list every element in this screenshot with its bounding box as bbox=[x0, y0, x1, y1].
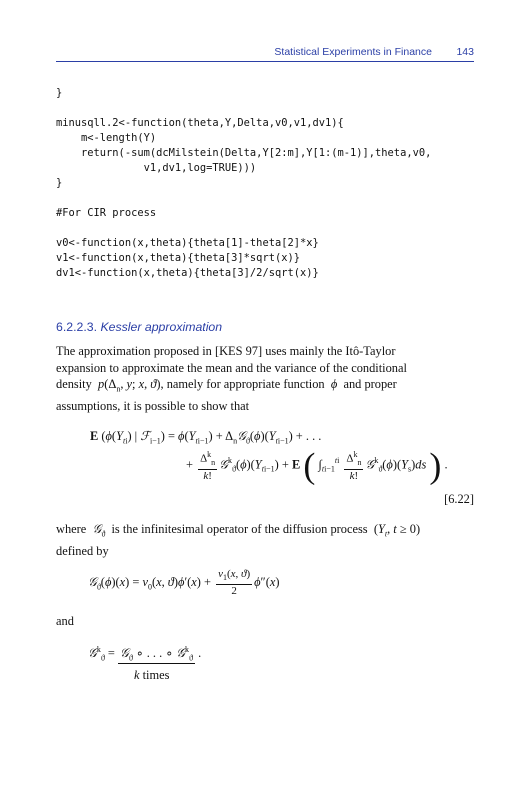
where-line-1: where 𝒢$_ϑ$ is the infinitesimal operator of the diffusion process ($Y_t$, t ≥ 0) bbox=[56, 522, 421, 539]
section-title: Kessler approximation bbox=[100, 320, 223, 334]
operator-power-equation: 𝒢$^k_ϑ$ = 𝒢$_ϑ$ ∘ . . . ∘ 𝒢$^k_ϑ$ . bbox=[88, 645, 202, 663]
where-description: is the infinitesimal operator of the diffusion process bbox=[111, 522, 368, 536]
where-word: where bbox=[56, 522, 87, 536]
equation-number: [6.22] bbox=[444, 492, 474, 506]
expansion-equation-line-2: + $\frac{\Delta^k_n}{k!}$ $𝒢^k_ϑ(\phi)(Y_{ti-1}) + E$ ( $\int_{ti-1}^{ti}$ $\frac{\Delta^k_n}{k!}$ $𝒢^k_ϑ(\phi)(Y_s)ds$ ) . bbox=[186, 445, 448, 486]
section-number: 6.2.2.3. bbox=[56, 320, 98, 334]
running-title: Statistical Experiments in Finance bbox=[274, 46, 432, 58]
and-line bbox=[56, 613, 474, 630]
page-number: 143 bbox=[456, 46, 474, 58]
r-code-listing: } minusqll.2<-function(theta,Y,Delta,v0,v1,dv1){ m<-length(Y) return(-sum(dcMilstein(Delta,Y[2:m],Y[1:(m-1)],theta,v0, v1,dv1,log=TRUE))) } #For CIR process v0<-function(x,theta){theta[1]-theta[2]*x} v1<-function(x,theta){theta[3]*sqrt(x)} dv1<-function(x,theta){theta[3]/2/sqrt(x)} bbox=[56, 87, 432, 279]
k-times-label: k times bbox=[134, 668, 170, 682]
intro-paragraph bbox=[56, 343, 474, 414]
where-paragraph bbox=[56, 521, 474, 559]
and-word: and bbox=[56, 614, 74, 628]
where-line-2: defined by bbox=[56, 543, 109, 558]
operator-definition-equation: 𝒢$_ϑ$(ϕ)(x) = $v_0(x$, ϑ)ϕ′(x) + $\frac{v_1(x, ϑ)}{2}$ ϕ″(x) bbox=[88, 568, 280, 598]
phi-symbol: ϕ bbox=[330, 377, 338, 391]
intro-line-4: assumptions, it is possible to show that bbox=[56, 398, 250, 413]
density-formula: p bbox=[98, 377, 105, 391]
expansion-equation-line-1: E ($\phi(Y_{ti})$ | ℱ$_{i-1}$) = $\phi(Y_{ti-1})$ + $\Delta_n𝒢_ϑ(\phi)(Y_{ti-1})$ + . . . bbox=[90, 429, 322, 446]
intro-line-2: expansion to approximate the mean and the variance of the conditional bbox=[56, 360, 407, 375]
intro-line-3c: and proper bbox=[343, 377, 397, 391]
intro-line-3: density $p(\Delta_n$, y; x, ϑ), namely for appropriate function ϕ and proper bbox=[56, 377, 397, 394]
intro-line-3b: , namely for appropriate function bbox=[160, 377, 325, 391]
intro-line-1: The approximation proposed in [KES 97] uses mainly the Itô-Taylor bbox=[56, 344, 396, 358]
intro-line-3a: density bbox=[56, 377, 92, 391]
header-rule bbox=[56, 61, 474, 62]
section-heading bbox=[56, 320, 222, 334]
running-header bbox=[56, 44, 474, 62]
